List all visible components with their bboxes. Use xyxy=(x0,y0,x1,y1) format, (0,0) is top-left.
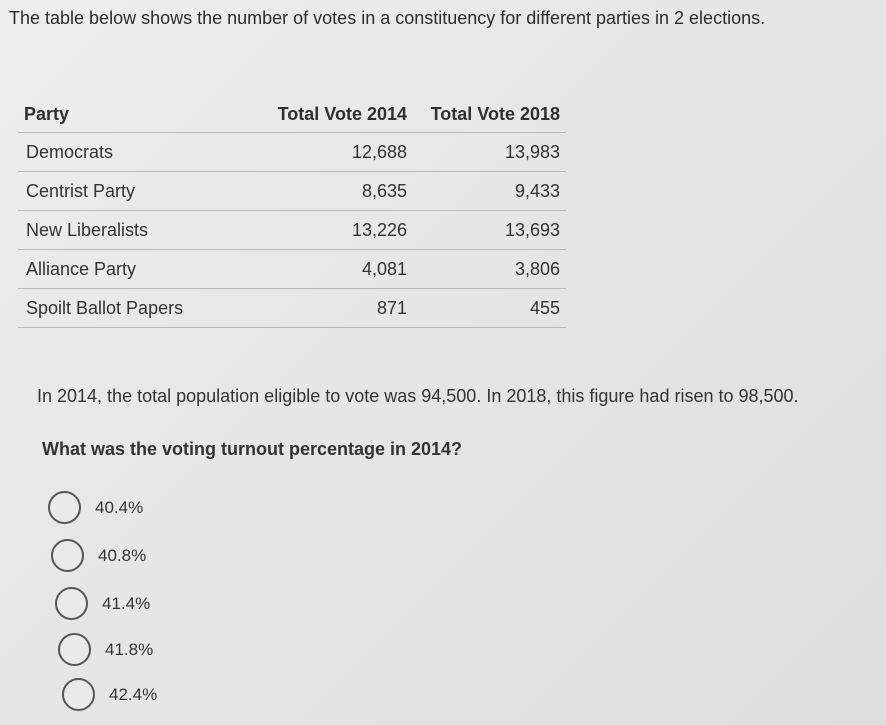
vote-2018-cell: 13,983 xyxy=(413,133,566,172)
table-row xyxy=(18,289,566,328)
answer-option-label: 41.4% xyxy=(102,593,151,613)
radio-button[interactable] xyxy=(48,491,81,524)
vote-2018-cell: 9,433 xyxy=(413,172,566,211)
radio-button[interactable] xyxy=(58,633,91,666)
party-name-cell: Centrist Party xyxy=(18,172,260,211)
vote-2014-cell: 4,081 xyxy=(260,250,413,289)
instructions-text: The table below shows the number of votes in a constituency for different parties in 2 elections. xyxy=(9,8,766,28)
radio-button[interactable] xyxy=(51,539,84,572)
table-header-row xyxy=(18,96,566,133)
vote-2018-cell: 3,806 xyxy=(413,250,566,289)
answer-option-2[interactable] xyxy=(51,539,146,572)
party-name-cell: New Liberalists xyxy=(18,211,260,250)
vote-2014-cell: 12,688 xyxy=(260,133,413,172)
radio-button[interactable] xyxy=(55,587,88,620)
answer-option-label: 42.4% xyxy=(109,684,158,704)
party-name-cell: Spoilt Ballot Papers xyxy=(18,289,260,328)
question-text: What was the voting turnout percentage in 2014? xyxy=(42,439,463,459)
party-name-cell: Alliance Party xyxy=(18,250,260,289)
table-row xyxy=(18,133,566,172)
table-row xyxy=(18,250,566,289)
answer-option-label: 40.4% xyxy=(95,497,144,517)
radio-button[interactable] xyxy=(62,678,95,711)
party-name-cell: Democrats xyxy=(18,133,260,172)
table-row xyxy=(18,211,566,250)
answer-option-5[interactable] xyxy=(62,678,157,711)
vote-2018-cell: 455 xyxy=(413,289,566,328)
population-info-text: In 2014, the total population eligible to vote was 94,500. In 2018, this figure had risen to 98,500. xyxy=(37,386,799,406)
vote-2018-cell: 13,693 xyxy=(413,211,566,250)
vote-2014-cell: 13,226 xyxy=(260,211,413,250)
answer-option-1[interactable] xyxy=(48,491,143,524)
vote-2014-cell: 8,635 xyxy=(260,172,413,211)
column-header-party: Party xyxy=(18,96,260,133)
column-header-vote-2014: Total Vote 2014 xyxy=(260,96,413,133)
table-row xyxy=(18,172,566,211)
vote-2014-cell: 871 xyxy=(260,289,413,328)
answer-option-label: 40.8% xyxy=(98,545,147,565)
votes-table xyxy=(18,96,566,328)
answer-option-3[interactable] xyxy=(55,587,150,620)
answer-option-4[interactable] xyxy=(58,633,153,666)
column-header-vote-2018: Total Vote 2018 xyxy=(413,96,566,133)
answer-option-label: 41.8% xyxy=(105,639,154,659)
